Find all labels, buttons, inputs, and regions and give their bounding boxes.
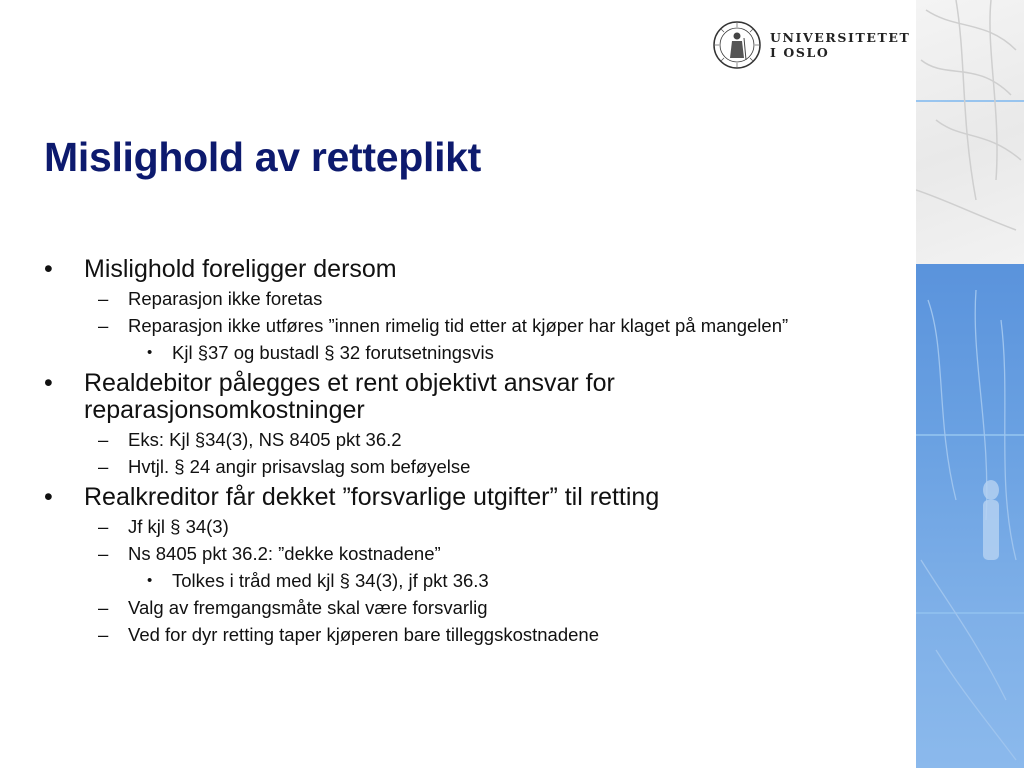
- list-item-text: Mislighold foreligger dersom: [84, 255, 397, 283]
- list-item: [44, 429, 884, 451]
- bullet-dash: –: [98, 543, 109, 564]
- list-item: [44, 315, 884, 337]
- bullet-list: [44, 250, 884, 646]
- logo-line-2: I OSLO: [770, 45, 830, 60]
- bullet-dot: •: [147, 344, 153, 361]
- bullet-dash: –: [98, 456, 109, 477]
- list-item-text: Ved for dyr retting taper kjøperen bare tilleggskostnadene: [128, 624, 600, 645]
- list-item: [44, 597, 884, 619]
- list-item: [44, 484, 884, 511]
- slide-title: Mislighold av retteplikt: [44, 134, 482, 180]
- list-item-text: Tolkes i tråd med kjl § 34(3), jf pkt 36.3: [172, 570, 489, 591]
- list-item: [44, 543, 884, 565]
- list-item-text: Eks: Kjl §34(3), NS 8405 pkt 36.2: [128, 429, 402, 450]
- list-item-text: Valg av fremgangsmåte skal være forsvarlig: [128, 597, 488, 618]
- list-item: [44, 570, 884, 592]
- list-item: [44, 288, 884, 310]
- university-seal-icon: [712, 20, 762, 70]
- decorative-side-band: [916, 0, 1024, 768]
- list-item-text: Reparasjon ikke utføres ”innen rimelig tid etter at kjøper har klaget på mangelen”: [128, 315, 789, 336]
- list-item-text: Hvtjl. § 24 angir prisavslag som beføyelse: [128, 456, 471, 477]
- logo-line-1: UNIVERSITETET: [770, 30, 911, 45]
- list-item-text: Kjl §37 og bustadl § 32 forutsetningsvis: [172, 342, 494, 363]
- bullet-dash: –: [98, 516, 109, 537]
- bullet-dash: –: [98, 429, 109, 450]
- bullet-dash: –: [98, 288, 109, 309]
- list-item: [44, 516, 884, 538]
- university-logo: [712, 20, 910, 70]
- bullet-dash: –: [98, 315, 109, 336]
- bullet-dot: •: [44, 483, 53, 511]
- list-item: [44, 256, 884, 283]
- list-item-text: Jf kjl § 34(3): [128, 516, 229, 537]
- bullet-dot: •: [44, 255, 53, 283]
- sculpture-sketch-graphic: [916, 0, 1024, 768]
- list-item-text: Realdebitor pålegges et rent objektivt ansvar for reparasjonsomkostninger: [84, 369, 615, 424]
- bullet-dash: –: [98, 624, 109, 645]
- bullet-dash: –: [98, 597, 109, 618]
- list-item-text: Reparasjon ikke foretas: [128, 288, 323, 309]
- list-item: [44, 624, 884, 646]
- list-item: [44, 370, 884, 424]
- list-item: [44, 342, 884, 364]
- list-item: [44, 456, 884, 478]
- list-item-text: Realkreditor får dekket ”forsvarlige utgifter” til retting: [84, 483, 660, 511]
- list-item-text: Ns 8405 pkt 36.2: ”dekke kostnadene”: [128, 543, 441, 564]
- bullet-dot: •: [44, 369, 53, 397]
- bullet-dot: •: [147, 572, 153, 589]
